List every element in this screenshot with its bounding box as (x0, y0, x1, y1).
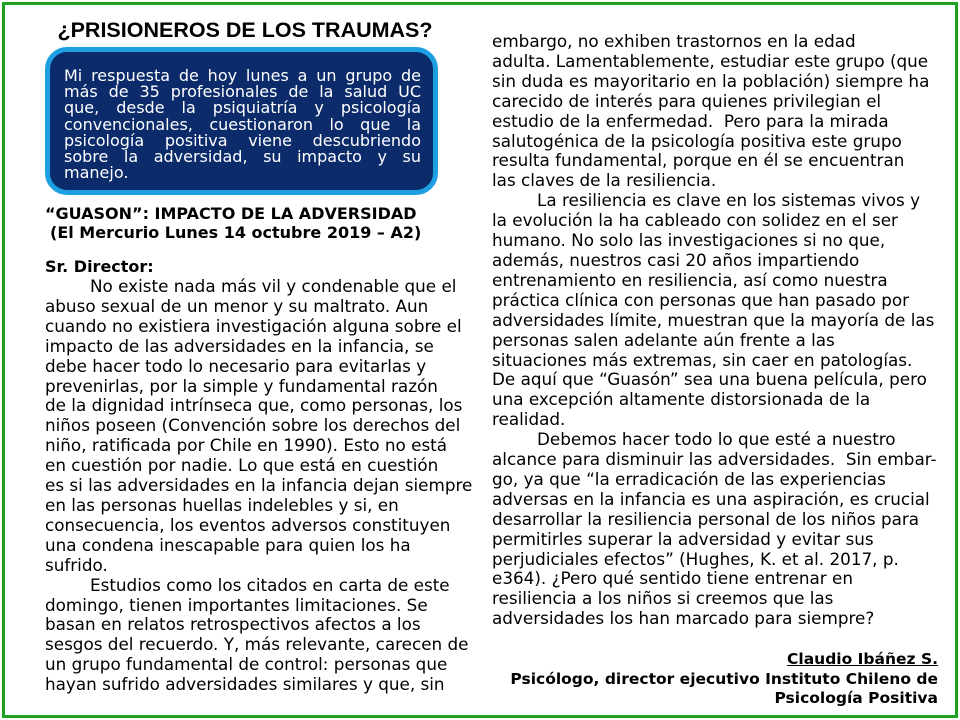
letter-line: impacto de las adversidades en la infancia, se (45, 335, 434, 356)
letter-paragraph (492, 32, 944, 191)
letter-line: salutogénica de la psicología positiva este grupo (492, 130, 902, 151)
letter-line: go, ya que “la erradicación de las experiencias (492, 468, 886, 489)
letter-line: entrenamiento en resiliencia, así como nuestra (492, 269, 888, 290)
letter-line: una condena inescapable para quien los ha (45, 534, 411, 555)
intro-callout (45, 47, 438, 195)
intro-callout-line: más de 35 profesionales de la salud UC (64, 82, 421, 102)
letter-line: La resiliencia es clave en los sistemas vivos y (537, 190, 921, 211)
letter-line: sesgos del recuerdo. Y, más relevante, carecen de (45, 634, 469, 655)
intro-callout-line: sobre la adversidad, su impacto y su (64, 147, 421, 167)
letter-paragraph (45, 576, 475, 695)
letter-source: (El Mercurio Lunes 14 octubre 2019 – A2) (50, 223, 422, 242)
letter-line: las claves de la resiliencia. (492, 170, 717, 191)
letter-line: Debemos hacer todo lo que esté a nuestro (537, 429, 896, 450)
letter-line: en cuestión por nadie. Lo que está en cuestión (45, 455, 439, 476)
letter-line: abuso sexual de un menor y su maltrato. Aun (45, 295, 429, 316)
letter-line: adulta. Lamentablemente, estudiar este grupo (que (492, 50, 929, 71)
letter-line: perjudiciales efectos” (Hughes, K. et al. 2017, p. (492, 548, 899, 569)
letter-column-left (45, 277, 475, 695)
letter-line: basan en relatos retrospectivos afectos a los (45, 614, 421, 635)
letter-line: debe hacer todo lo necesario para evitarlas y (45, 355, 427, 376)
letter-line: un grupo fundamental de control: personas que (45, 654, 448, 675)
letter-line: embargo, no exhiben trastornos en la edad (492, 31, 856, 51)
letter-line: sufrido. (45, 554, 108, 575)
letter-line: sin duda es mayoritario en la población) siempre ha (492, 70, 930, 91)
letter-line: alcance para disminuir las adversidades. Sin embar- (492, 449, 937, 470)
letter-line: es si las adversidades en la infancia dejan siempre (45, 475, 473, 496)
letter-line: consecuencia, los eventos adversos constituyen (45, 514, 451, 535)
intro-callout-line: psicología positiva viene descubriendo (64, 130, 421, 150)
signature-name: Claudio Ibáñez S. (787, 650, 938, 668)
signature-role-line: Psicología Positiva (774, 689, 938, 707)
letter-line: resiliencia a los niños si creemos que las (492, 588, 834, 609)
intro-callout-text (64, 68, 421, 181)
letter-line: No existe nada más vil y condenable que el (90, 276, 457, 296)
letter-line: personas salen adelante aún frente a las (492, 329, 835, 350)
letter-line: cuando no existiera investigación alguna sobre el (45, 315, 462, 336)
letter-column-right (492, 32, 944, 629)
intro-callout-line: convencionales, cuestionaron lo que la (64, 114, 421, 134)
intro-callout-line: manejo. (64, 163, 129, 183)
letter-line: De aquí que “Guasón” sea una buena película, pero (492, 369, 927, 390)
letter-line: adversas en la infancia es una aspiración, es crucial (492, 488, 930, 509)
letter-line: permitirles superar la adversidad y evitar sus (492, 528, 874, 549)
intro-callout-line: Mi respuesta de hoy lunes a un grupo de (64, 66, 421, 85)
letter-salutation: Sr. Director: (45, 257, 154, 276)
letter-line: Estudios como los citados en carta de este (90, 574, 450, 595)
letter-line: práctica clínica con personas que han pasado por (492, 289, 910, 310)
signature-block (510, 650, 938, 709)
letter-line: situaciones más extremas, sin caer en patologías. (492, 349, 913, 370)
letter-line: además, nuestros casi 20 años impartiendo (492, 249, 860, 270)
letter-line: resulta fundamental, porque en él se encuentran (492, 150, 905, 171)
letter-line: realidad. (492, 409, 566, 430)
letter-line: domingo, tienen importantes limitaciones. Se (45, 594, 428, 615)
letter-line: en las personas huellas indelebles y si, en (45, 494, 399, 515)
page-title: ¿PRISIONEROS DE LOS TRAUMAS? (57, 18, 433, 42)
letter-line: adversidades límite, muestran que la mayoría de las (492, 309, 935, 330)
letter-paragraph (45, 277, 475, 576)
letter-line: de la dignidad intrínseca que, como personas, los (45, 395, 463, 416)
letter-line: desarrollar la resiliencia personal de los niños para (492, 508, 920, 529)
letter-line: niños poseen (Convención sobre los derechos del (45, 415, 461, 436)
letter-line: estudio de la enfermedad. Pero para la mirada (492, 110, 889, 131)
letter-line: adversidades los han marcado para siempre? (492, 608, 875, 629)
letter-paragraph (492, 430, 944, 629)
letter-headline: “GUASON”: IMPACTO DE LA ADVERSIDAD (45, 204, 417, 223)
letter-paragraph (492, 191, 944, 430)
signature-role-line: Psicólogo, director ejecutivo Instituto Chileno de (510, 669, 938, 688)
intro-callout-line: que, desde la psiquiatría y psicología (64, 98, 421, 118)
letter-line: niño, ratificada por Chile en 1990). Esto no está (45, 435, 448, 456)
letter-line: carecido de interés para quienes privilegian el (492, 90, 882, 111)
letter-line: e364). ¿Pero qué sentido tiene entrenar en (492, 568, 853, 589)
letter-line: la evolución la ha cableado con solidez en el ser (492, 210, 898, 231)
letter-line: prevenirlas, por la simple y fundamental razón (45, 375, 438, 396)
letter-line: una excepción altamente distorsionada de la (492, 389, 871, 410)
letter-line: hayan sufrido adversidades similares y que, sin (45, 674, 445, 695)
letter-line: humano. No solo las investigaciones si no que, (492, 230, 886, 251)
